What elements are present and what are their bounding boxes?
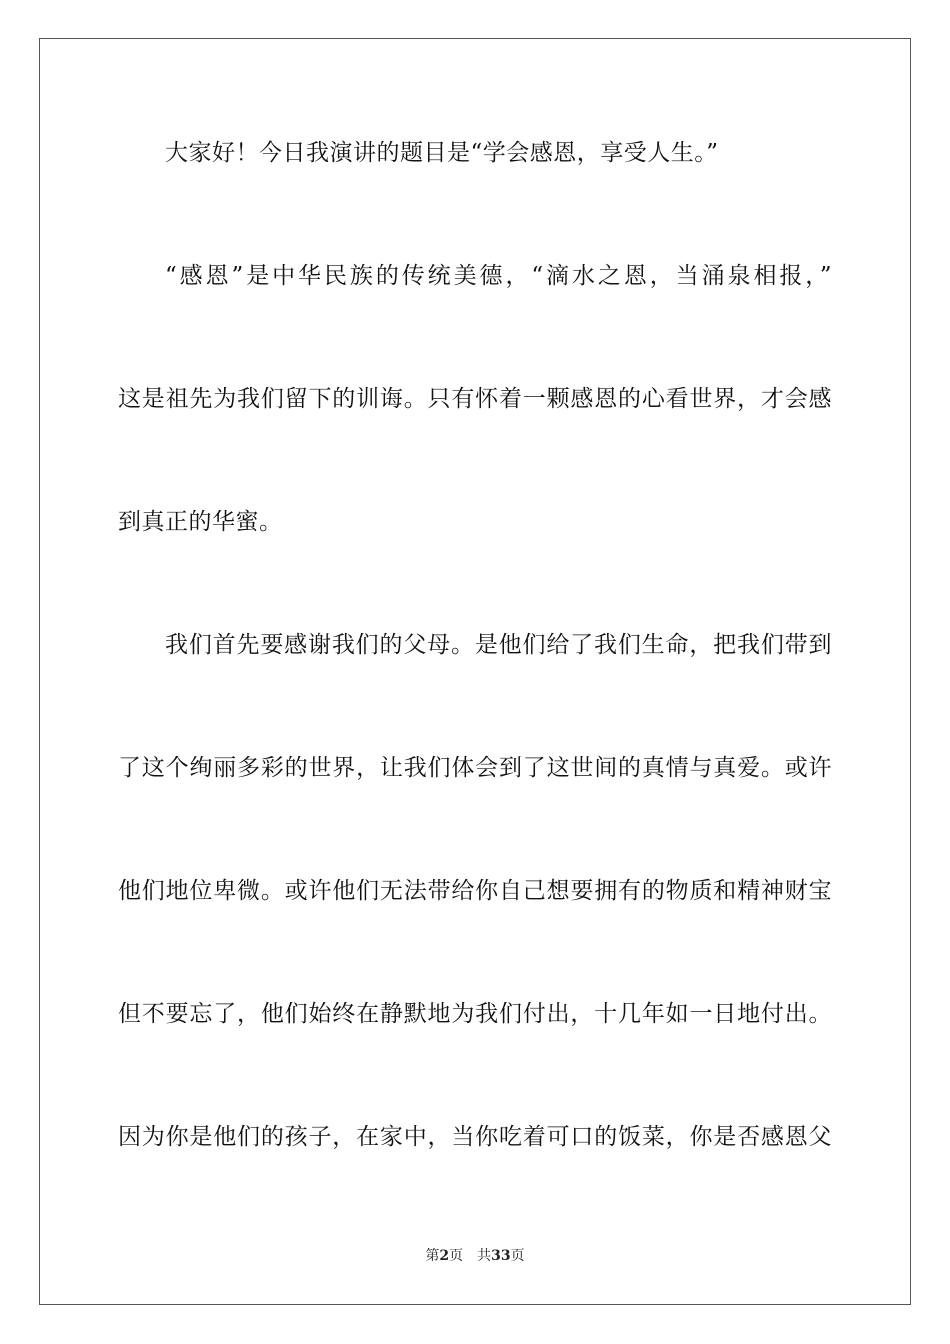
paragraph-line-3: 这是祖先为我们留下的训诲。只有怀着一颗感恩的心看世界，才会感 xyxy=(118,386,832,412)
paragraph-line-4: 到真正的华蜜。 xyxy=(118,509,283,535)
total-suffix: 页 xyxy=(510,1248,525,1264)
paragraph-line-5: 我们首先要感谢我们的父母。是他们给了我们生命，把我们带到 xyxy=(165,632,832,658)
total-prefix: 共 xyxy=(477,1248,492,1264)
page-border xyxy=(39,38,911,1305)
paragraph-line-2: “感恩”是中华民族的传统美德，“滴水之恩，当涌泉相报，” xyxy=(165,263,832,289)
page-suffix: 页 xyxy=(449,1248,464,1264)
total-pages: 33 xyxy=(491,1248,511,1264)
paragraph-line-1: 大家好！今日我演讲的题目是“学会感恩，享受人生。” xyxy=(165,140,719,166)
paragraph-line-6: 了这个绚丽多彩的世界，让我们体会到了这世间的真情与真爱。或许 xyxy=(118,755,832,781)
paragraph-line-7: 他们地位卑微。或许他们无法带给你自己想要拥有的物质和精神财宝 xyxy=(118,878,832,904)
paragraph-line-8: 但不要忘了，他们始终在静默地为我们付出，十几年如一日地付出。 xyxy=(118,1001,832,1027)
page-footer xyxy=(0,1246,950,1266)
page-number: 2 xyxy=(439,1248,450,1264)
paragraph-line-9: 因为你是他们的孩子，在家中，当你吃着可口的饭菜，你是否感恩父 xyxy=(118,1124,832,1150)
page-prefix: 第 xyxy=(425,1248,440,1264)
